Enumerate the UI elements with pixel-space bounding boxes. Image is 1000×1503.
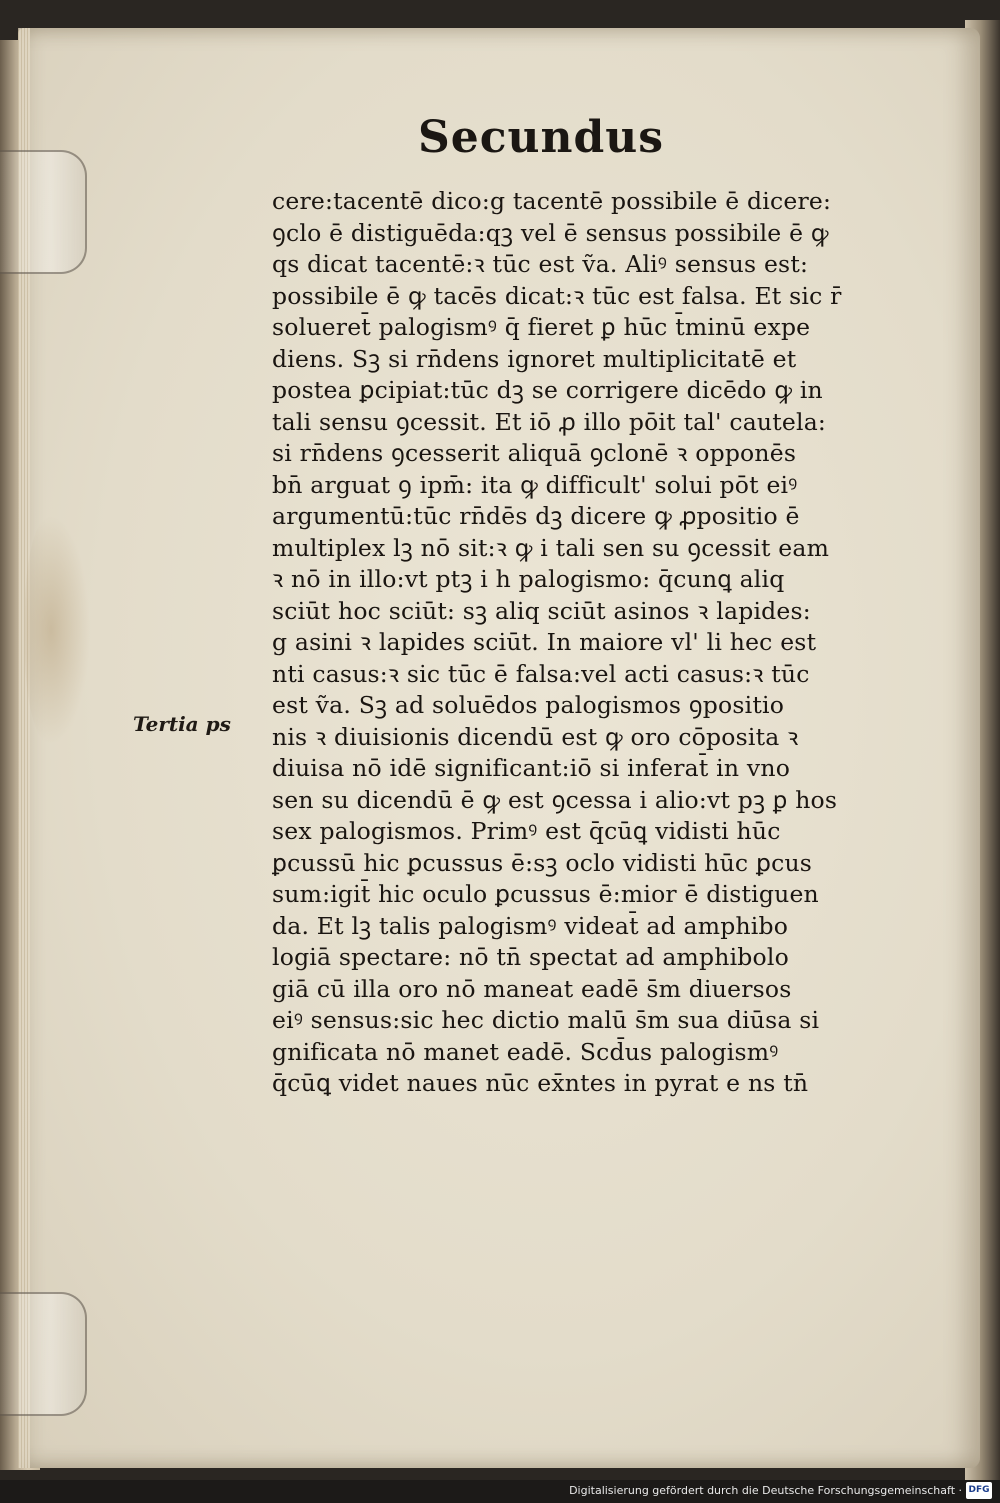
text-line: diens. Sꝫ si rn̄dens ignoret multiplicitatē et (272, 344, 797, 373)
running-head: Secundus (418, 112, 665, 163)
text-line: da. Et lꝫ talis palogismꝰ videat̄ ad amphibo (272, 911, 789, 940)
text-line: sum:igit̄ hic oculo ꝑcussus ē:mior ē distiguen (272, 880, 819, 908)
text-line: ꝯclo ē distiguēda:qꝫ vel ē sensus possibile ē ꝙ (272, 218, 829, 247)
text-line: bn̄ arguat ꝯ ipm̄: ita ꝙ difficult' solui pōt eiꝰ (272, 470, 798, 499)
text-line: si rn̄dens ꝯcesserit aliquā ꝯclonē ꝛ opponēs (272, 439, 797, 467)
text-line: cere:tacentē dico:g tacentē possibile ē dicere: (272, 187, 832, 215)
text-block (272, 186, 860, 1100)
text-line: ꝛ nō in illo:vt ptꝫ i h palogismo: q̄cunꝗ aliq (272, 565, 785, 593)
text-line: solueret̄ palogismꝰ q̄ fieret ꝑ hūc t̄minū expe (272, 313, 811, 341)
text-line: g asini ꝛ lapides sciūt. In maiore vl' li hec est (272, 628, 817, 656)
text-line: sen su dicendū ē ꝙ est ꝯcessa i alio:vt pꝫ ꝑ hos (272, 785, 838, 814)
text-line: giā cū illa oro nō maneat eadē s̄m diuersos (272, 974, 792, 1003)
page-clip-top (0, 150, 87, 274)
text-line: ꝑcussū hic ꝑcussus ē:sꝫ oclo vidisti hūc ꝑcus (272, 848, 813, 877)
text-line: multiplex lꝫ nō sit:ꝛ ꝙ i tali sen su ꝯcessit eam (272, 533, 830, 562)
text-line: nti casus:ꝛ sic tūc ē falsa:vel acti casus:ꝛ tūc (272, 659, 810, 688)
text-line: tali sensu ꝯcessit. Et iō ꝓ illo pōit tal' cautela: (272, 407, 827, 436)
page-clip-bottom (0, 1292, 87, 1416)
dfg-logo-icon: DFG (966, 1482, 992, 1499)
text-line: qs dicat tacentē:ꝛ tūc est ṽa. Aliꝰ sensus est: (272, 250, 809, 278)
water-stain (25, 515, 90, 745)
text-line: possibile ē ꝙ tacēs dicat:ꝛ tūc est falsa. Et sic r̄ (272, 281, 842, 310)
text-line: sex palogismos. Primꝰ est q̄cūꝗ vidisti hūc (272, 817, 781, 845)
text-line: nis ꝛ diuisionis dicendū est ꝙ oro cōposita ꝛ (272, 722, 799, 751)
text-line: eiꝰ sensus:sic hec dictio malū s̄m sua diūsa si (272, 1006, 820, 1034)
margin-note: Tertia ps (133, 712, 231, 736)
text-line: est ṽa. Sꝫ ad soluēdos palogismos ꝯpositio (272, 691, 785, 719)
footer-credit: Digitalisierung gefördert durch die Deutsche Forschungsgemeinschaft · (569, 1484, 962, 1497)
text-line: argumentū:tūc rn̄dēs dꝫ dicere ꝙ ꝓpositio ē (272, 502, 800, 530)
text-line: postea ꝑcipiat:tūc dꝫ se corrigere dicēdo ꝙ in (272, 376, 823, 404)
text-line: gnificata nō manet eadē. Scd̄us palogismꝰ (272, 1037, 779, 1066)
text-line: diuisa nō idē significant:iō si inferat̄ in vno (272, 754, 791, 782)
text-line: sciūt hoc sciūt: sꝫ aliq sciūt asinos ꝛ lapides: (272, 596, 811, 625)
text-line: logiā spectare: nō tn̄ spectat ad amphibolo (272, 943, 789, 971)
text-line: q̄cūꝗ videt naues nūc ex̄ntes in pyrat e ns tn̄ (272, 1069, 809, 1097)
